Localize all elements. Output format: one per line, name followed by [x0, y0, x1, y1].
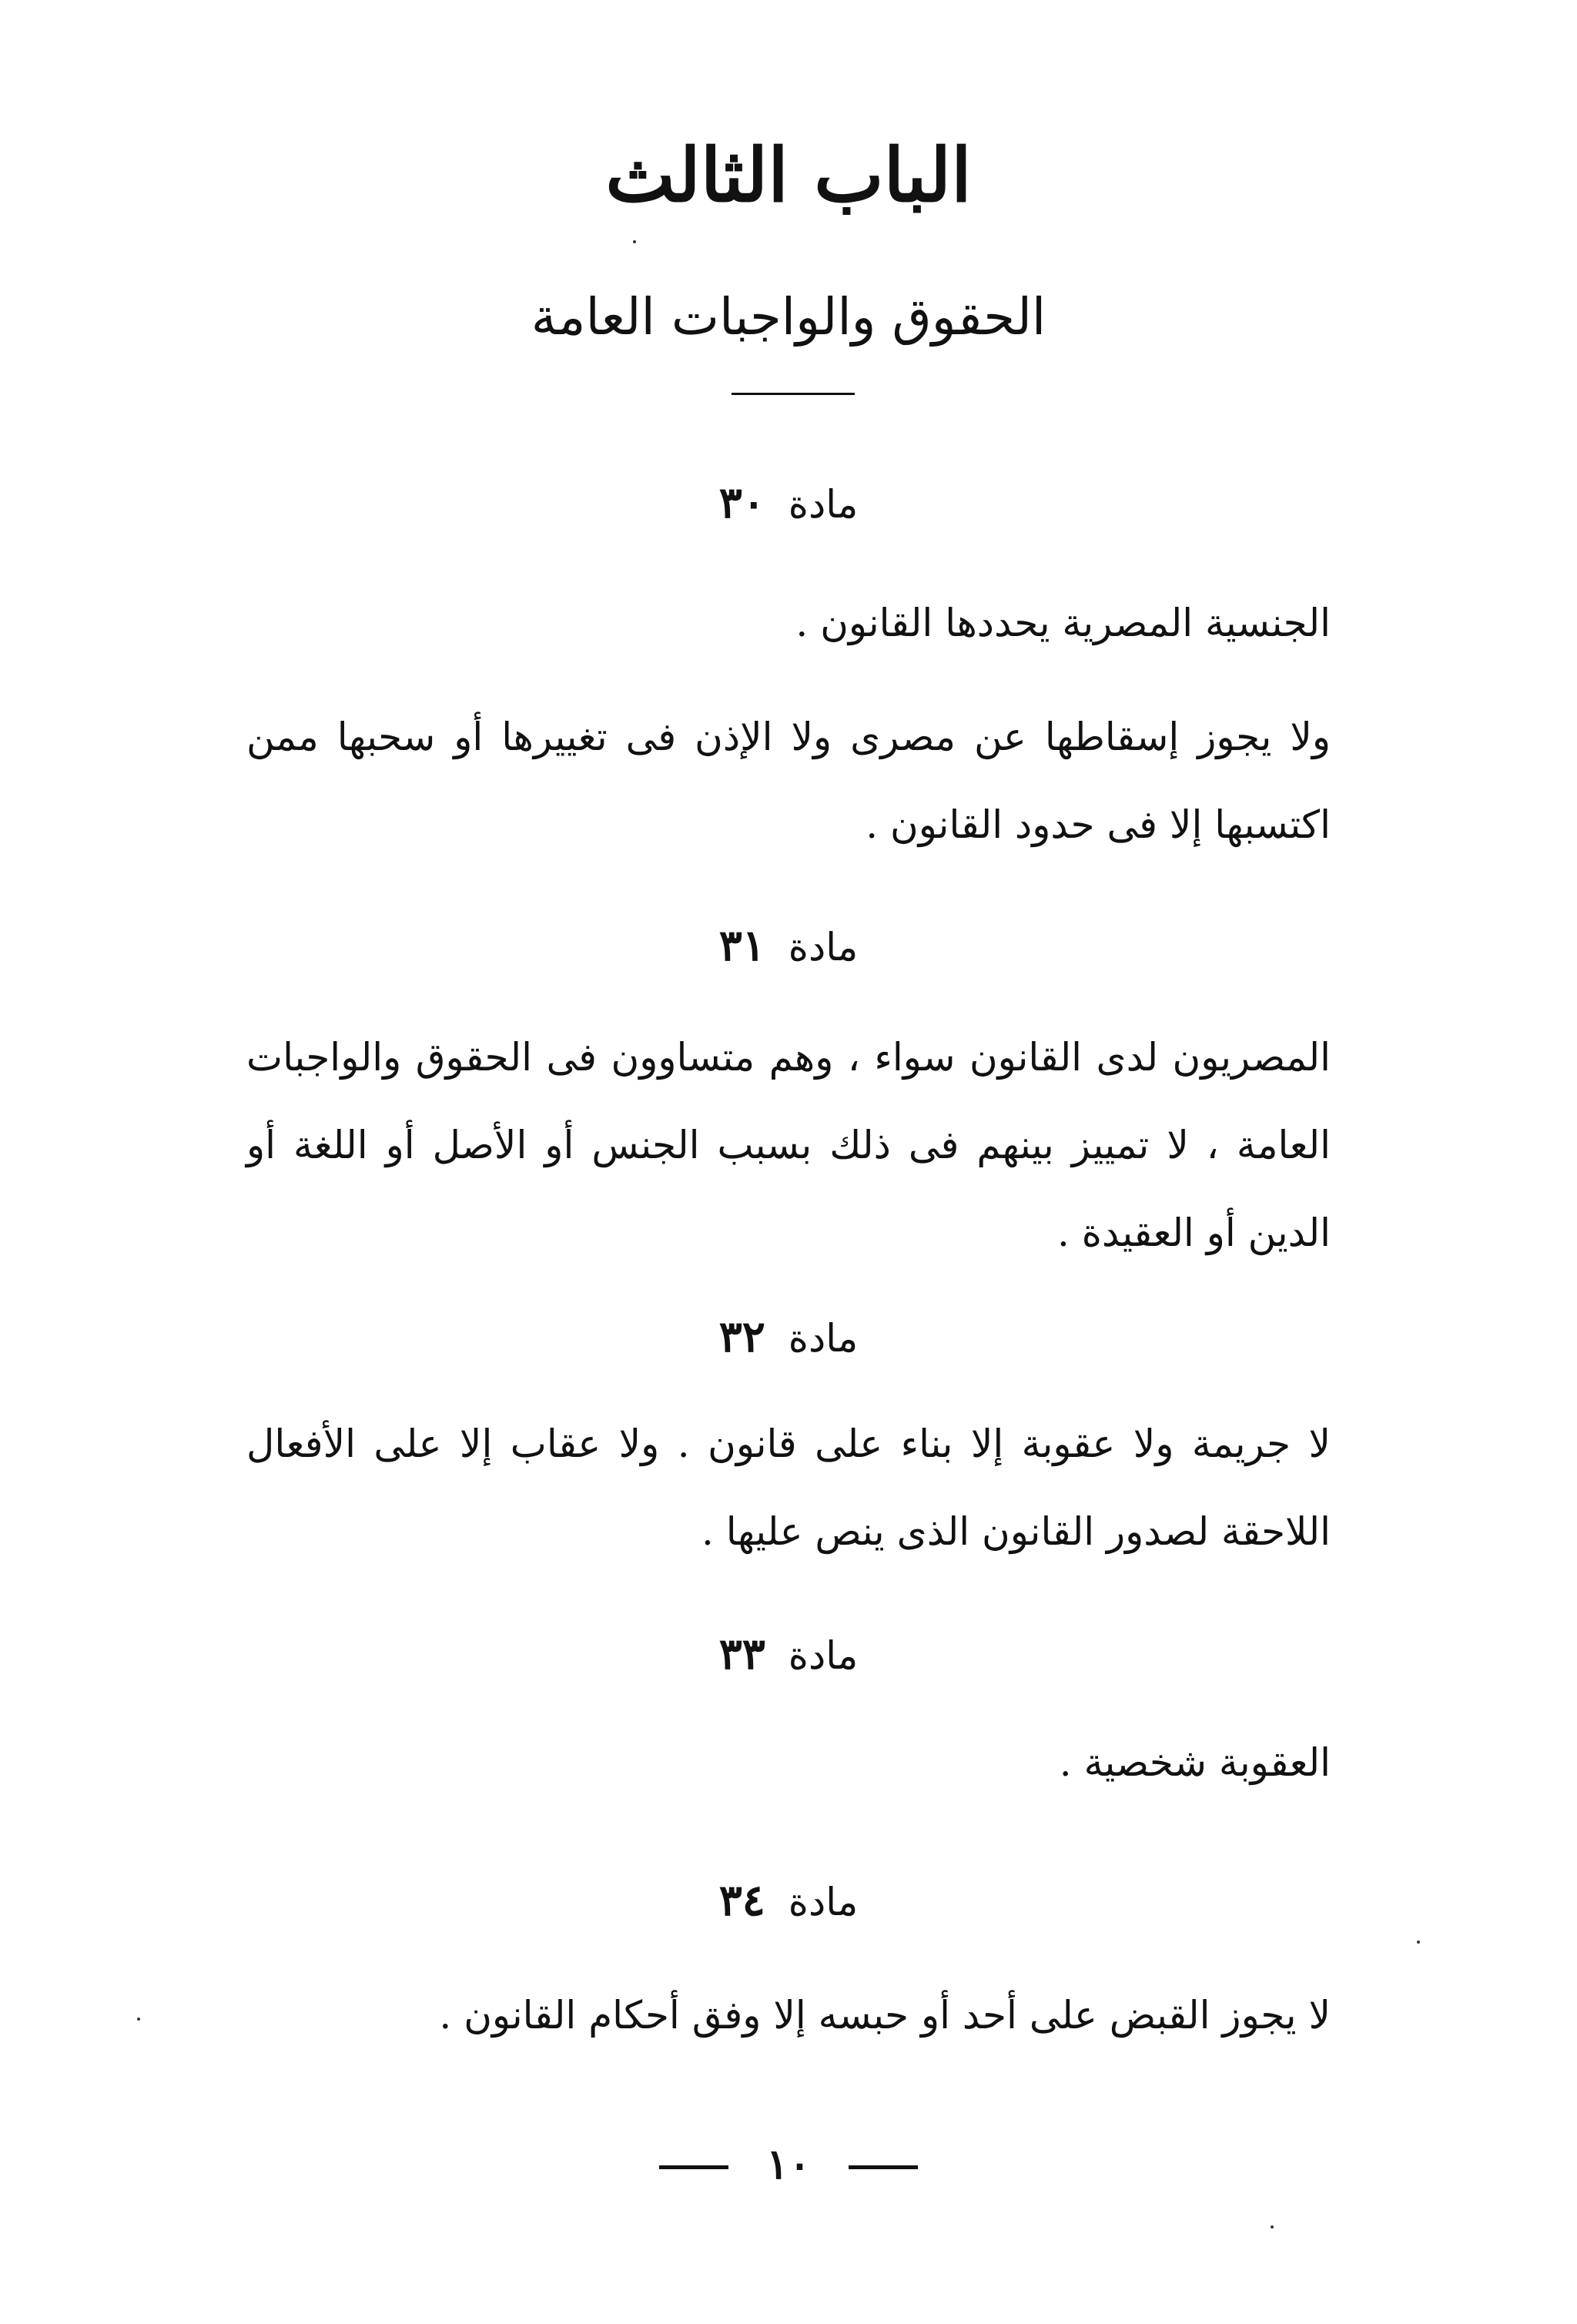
article-heading-33 — [0, 1629, 1577, 1680]
scan-speck — [1417, 1941, 1420, 1944]
article-32-paragraph-1: لا جريمة ولا عقوبة إلا بناء على قانون . ولا عقاب إلا على الأفعال اللاحقة لصدور القانون الذى ينص عليها . — [246, 1422, 1331, 1554]
scan-speck — [137, 2018, 140, 2021]
article-31-paragraph-1: المصريون لدى القانون سواء ، وهم متساوون فى الحقوق والواجبات العامة ، لا تمييز بينهم فى ذلك بسبب الجنس أو الأصل أو اللغة أو الدين أو العقيدة . — [246, 1035, 1331, 1255]
page-number-dash-right — [849, 2165, 918, 2169]
scan-speck — [1271, 2225, 1274, 2229]
article-heading-30 — [0, 477, 1577, 529]
article-number: ٣٣ — [718, 1629, 765, 1679]
article-label: مادة — [788, 1316, 859, 1361]
article-label: مادة — [788, 925, 859, 969]
article-heading-31 — [0, 920, 1577, 972]
article-30-paragraph-1: الجنسية المصرية يحددها القانون . — [795, 601, 1331, 645]
article-label: مادة — [788, 1633, 859, 1678]
article-label: مادة — [788, 1880, 859, 1924]
page-number-dash-left — [659, 2165, 728, 2169]
article-34-paragraph-1: لا يجوز القبض على أحد أو حبسه إلا وفق أحكام القانون . — [439, 1993, 1331, 2038]
article-33-paragraph-1: العقوبة شخصية . — [1059, 1740, 1331, 1785]
article-number: ٣٢ — [718, 1311, 765, 1362]
article-heading-32 — [0, 1311, 1577, 1363]
article-number: ٣٤ — [718, 1875, 765, 1926]
title-divider — [732, 393, 855, 395]
chapter-subtitle: الحقوق والواجبات العامة — [531, 287, 1046, 347]
chapter-title: الباب الثالث — [605, 132, 972, 219]
article-30-paragraph-2: ولا يجوز إسقاطها عن مصرى ولا الإذن فى تغييرها أو سحبها ممن اكتسبها إلا فى حدود القانون . — [246, 715, 1331, 847]
page-number-value: ١٠ — [765, 2139, 811, 2188]
article-heading-34 — [0, 1875, 1577, 1927]
article-label: مادة — [788, 482, 859, 527]
article-number: ٣٠ — [718, 477, 765, 528]
scan-speck — [633, 240, 636, 243]
article-number: ٣١ — [718, 920, 765, 971]
page-number — [0, 2139, 1577, 2189]
